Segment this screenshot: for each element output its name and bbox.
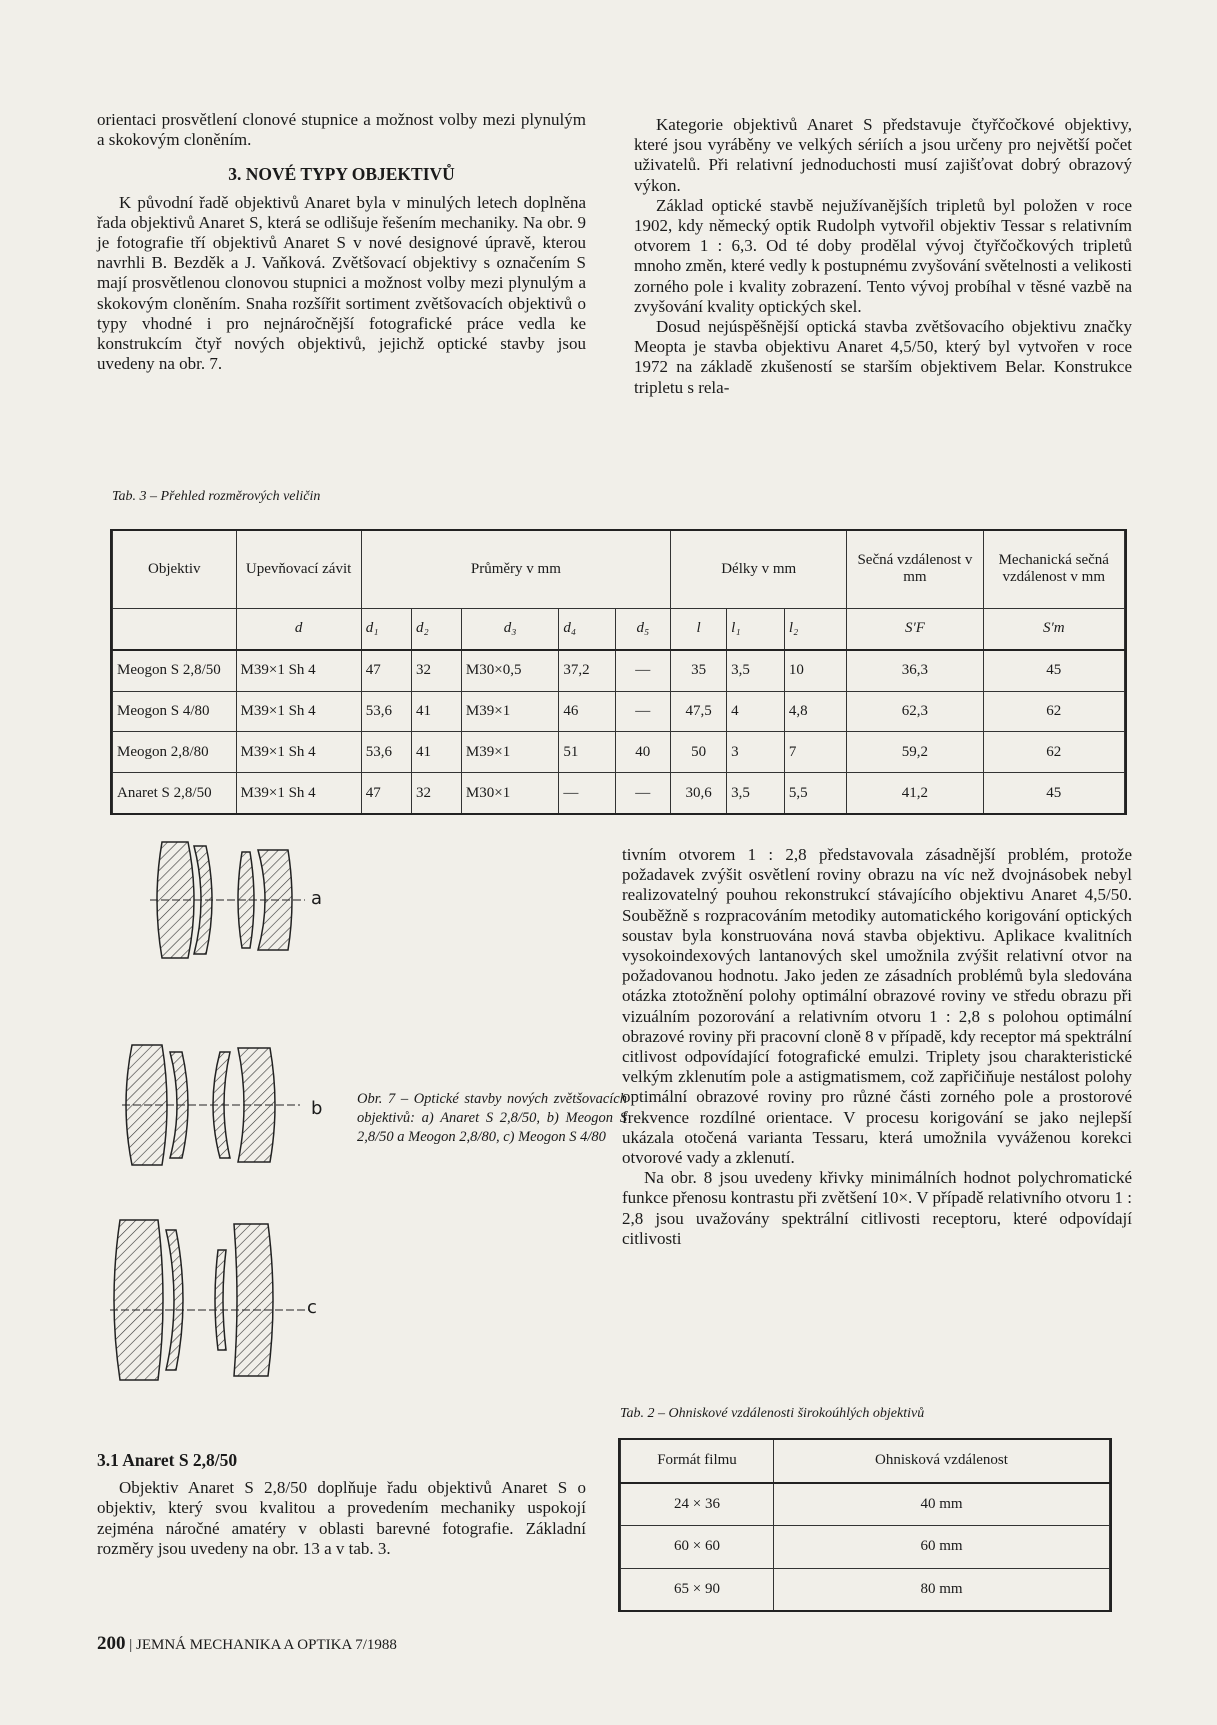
symbol-d4: d₄ bbox=[559, 608, 615, 649]
cell: 30,6 bbox=[671, 773, 727, 813]
header-focal: Ohnisková vzdálenost bbox=[774, 1440, 1110, 1483]
cell: 40 bbox=[615, 732, 671, 773]
cell: 45 bbox=[983, 773, 1124, 813]
symbol-l2: l₂ bbox=[784, 608, 846, 649]
cell: 41 bbox=[412, 691, 462, 732]
symbol-l1: l₁ bbox=[727, 608, 785, 649]
cell: 59,2 bbox=[847, 732, 983, 773]
section-heading: 3. NOVÉ TYPY OBJEKTIVŮ bbox=[228, 164, 455, 185]
cell: M30×0,5 bbox=[461, 650, 559, 691]
cell: 3 bbox=[727, 732, 785, 773]
cell: 40 mm bbox=[774, 1483, 1110, 1526]
paragraph: K původní řadě objektivů Anaret byla v minulých letech doplněna řada objektivů Anaret S, která se odlišuje řešením mechaniky. Na obr. 9 je fotografie tří objektivů Anaret S v nové designové úpravě, kterou navrhli B. Bezděk a J. Vaňková. Zvětšovací objektivy s označením S mají prosvětlenou clonovou stupnici a možnost volby mezi plynulým a skokovým cloněním. Snaha rozšířit sortiment zvětšovacích objektivů o typy vhodné i pro nejnáročnější fotografické práce vedla ke konstrukcím čtyř nových objektivů, jejichž optické stavby jsou uvedeny na obr. 7. bbox=[97, 192, 586, 374]
lens-diagram-a bbox=[150, 842, 305, 958]
cell: 53,6 bbox=[361, 732, 411, 773]
symbol-sm: S′m bbox=[983, 608, 1124, 649]
header-upevnovaci-text: Upevňovací závit bbox=[245, 560, 352, 577]
symbol-empty bbox=[113, 608, 237, 649]
cell: — bbox=[615, 691, 671, 732]
cell: 10 bbox=[784, 650, 846, 691]
figure-label-c: c bbox=[307, 1297, 317, 1318]
cell: — bbox=[615, 773, 671, 813]
cell: 80 mm bbox=[774, 1568, 1110, 1610]
cell: 60 mm bbox=[774, 1526, 1110, 1569]
cell: 45 bbox=[983, 650, 1124, 691]
page-number: 200 bbox=[97, 1633, 126, 1654]
figure-caption: Obr. 7 – Optické stavby nových zvětšovacích objektivů: a) Anaret S 2,8/50, b) Meogon S 2,8/50 a Meogon 2,8/80, c) Meogon S 4/80 bbox=[357, 1091, 627, 1145]
cell: 7 bbox=[784, 732, 846, 773]
left-column-upper bbox=[97, 110, 586, 374]
cell: M30×1 bbox=[461, 773, 559, 813]
symbol-d: d bbox=[236, 608, 361, 649]
paragraph: Na obr. 8 jsou uvedeny křivky minimálních hodnot polychromatické funkce přenosu kontrastu při zvětšení 10×. V případě relativního otvoru 1 : 2,8 jsou uvažovány spektrální citlivosti receptoru, které odpovídají citlivosti bbox=[622, 1168, 1132, 1248]
cell: M39×1 Sh 4 bbox=[236, 732, 361, 773]
lens-diagram-b bbox=[122, 1045, 300, 1165]
table-caption: Tab. 2 – Ohniskové vzdálenosti širokoúhlých objektivů bbox=[620, 1406, 925, 1421]
table-row bbox=[113, 732, 1125, 773]
cell: 47 bbox=[361, 650, 411, 691]
table-header-row bbox=[621, 1440, 1110, 1483]
cell: 32 bbox=[412, 650, 462, 691]
table-dimensions bbox=[110, 529, 1127, 815]
journal-name: JEMNÁ MECHANIKA A OPTIKA 7/1988 bbox=[136, 1637, 397, 1653]
symbol-d3: d₃ bbox=[461, 608, 559, 649]
table-row bbox=[621, 1568, 1110, 1610]
cell: 46 bbox=[559, 691, 615, 732]
figure-label-a: a bbox=[311, 888, 323, 909]
cell: 62,3 bbox=[847, 691, 983, 732]
cell: 35 bbox=[671, 650, 727, 691]
header-prumery: Průměry v mm bbox=[361, 531, 670, 608]
cell: 3,5 bbox=[727, 650, 785, 691]
cell: 65 × 90 bbox=[621, 1568, 774, 1610]
cell: 24 × 36 bbox=[621, 1483, 774, 1526]
cell: 47,5 bbox=[671, 691, 727, 732]
table-symbol-row bbox=[113, 608, 1125, 649]
cell: M39×1 Sh 4 bbox=[236, 650, 361, 691]
cell: Meogon S 2,8/50 bbox=[113, 650, 237, 691]
cell: Meogon S 4/80 bbox=[113, 691, 237, 732]
header-delky: Délky v mm bbox=[671, 531, 847, 608]
cell: 3,5 bbox=[727, 773, 785, 813]
cell: M39×1 Sh 4 bbox=[236, 773, 361, 813]
table-caption: Tab. 3 – Přehled rozměrových veličin bbox=[112, 489, 321, 504]
header-secna-text: Sečná vzdálenost v mm bbox=[857, 552, 973, 586]
paragraph: Kategorie objektivů Anaret S představuje čtyřčočkové objektivy, které jsou vyráběny ve velkých sériích a jsou určeny pro největší počet uživatelů. Při relativní jednoduchosti musí zajišťovat dobrý obrazový výkon. bbox=[634, 115, 1132, 195]
symbol-d5: d₅ bbox=[615, 608, 671, 649]
cell: M39×1 bbox=[461, 732, 559, 773]
header-upevnovaci bbox=[236, 531, 361, 608]
symbol-d1: d₁ bbox=[361, 608, 411, 649]
paragraph: Základ optické stavbě nejužívanějších tripletů byl položen v roce 1902, kdy německý optik Rudolph vytvořil objektiv Tessar s relativním otvorem 1 : 6,3. Od té doby prodělal vývoj čtyřčočkových tripletů mnoho změn, které vedly k postupnému zvyšování světelnosti a velikosti zorného pole i kvality zobrazení. Tento vývoj probíhal v těsné vazbě na zvyšování kvality optických skel. bbox=[634, 195, 1132, 316]
right-column-lower bbox=[622, 845, 1132, 1249]
page-footer bbox=[97, 1633, 397, 1655]
paragraph: Objektiv Anaret S 2,8/50 doplňuje řadu objektivů Anaret S o objektiv, který svou kvalitou a provedením mechaniky uspokojí zejména náročné amatéry v oblasti barevné fotografie. Základní rozměry jsou uvedeny na obr. 13 a v tab. 3. bbox=[97, 1478, 586, 1558]
cell: M39×1 bbox=[461, 691, 559, 732]
cell: 53,6 bbox=[361, 691, 411, 732]
cell: 47 bbox=[361, 773, 411, 813]
header-secna bbox=[847, 531, 983, 608]
cell: 51 bbox=[559, 732, 615, 773]
cell: 32 bbox=[412, 773, 462, 813]
subsection-heading: 3.1 Anaret S 2,8/50 bbox=[97, 1450, 238, 1470]
right-column-upper bbox=[634, 115, 1132, 398]
cell: 41 bbox=[412, 732, 462, 773]
header-mechanicka bbox=[983, 531, 1124, 608]
cell: 4,8 bbox=[784, 691, 846, 732]
cell: M39×1 Sh 4 bbox=[236, 691, 361, 732]
table-row bbox=[113, 691, 1125, 732]
header-objektiv: Objektiv bbox=[113, 531, 237, 608]
cell: 50 bbox=[671, 732, 727, 773]
cell: Anaret S 2,8/50 bbox=[113, 773, 237, 813]
header-mechanicka-text: Mechanická sečná vzdálenost v mm bbox=[998, 552, 1109, 586]
table-row bbox=[113, 650, 1125, 691]
table-focal-lengths bbox=[618, 1438, 1112, 1612]
cell: 5,5 bbox=[784, 773, 846, 813]
footer-divider: | bbox=[129, 1637, 137, 1653]
symbol-d2: d₂ bbox=[412, 608, 462, 649]
cell: 36,3 bbox=[847, 650, 983, 691]
cell: — bbox=[559, 773, 615, 813]
symbol-l: l bbox=[671, 608, 727, 649]
cell: 62 bbox=[983, 691, 1124, 732]
table-header-row bbox=[113, 531, 1125, 608]
cell: 41,2 bbox=[847, 773, 983, 813]
cell: 60 × 60 bbox=[621, 1526, 774, 1569]
section-3-1 bbox=[97, 1450, 586, 1559]
figure-label-b: b bbox=[311, 1098, 323, 1119]
table-row bbox=[621, 1526, 1110, 1569]
cell: 4 bbox=[727, 691, 785, 732]
paragraph: orientaci prosvětlení clonové stupnice a možnost volby mezi plynulým a skokovým cloněním. bbox=[97, 110, 586, 150]
cell: Meogon 2,8/80 bbox=[113, 732, 237, 773]
cell: — bbox=[615, 650, 671, 691]
paragraph: Dosud nejúspěšnější optická stavba zvětšovacího objektivu značky Meopta je stavba objektivu Anaret 4,5/50, který byl vytvořen v roce 1972 na základě zkušeností se starším objektivem Belar. Konstrukce tripletu s rela- bbox=[634, 317, 1132, 397]
lens-diagram-c bbox=[110, 1220, 310, 1380]
cell: 62 bbox=[983, 732, 1124, 773]
paragraph: tivním otvorem 1 : 2,8 představovala zásadnější problém, protože požadavek zvýšit osvětlení roviny obrazu na víc než dvojnásobek nebyl realizovatelný pouhou rekonstrukcí stávajícího objektivu Anaret 4,5/50. Souběžně s rozpracováním metodiky automatického korigování optických soustav byla konstruována nová stavba objektivu. Aplikace kvalitních vysokoindexových lantanových skel umožnila zvýšit relativní otvor na požadovanou hodnotu. Jako jeden ze zásadních problémů byla sledována otázka ztotožnění polohy optimální obrazové roviny ve středu obrazu při vizuálním pozorování a relativním otvoru 1 : 2,8 s polohou optimální obrazové roviny při pracovní cloně 8 v případě, kdy receptor má spektrální citlivost odpovídající fotografické emulzi. Triplety jsou charakteristické velkým zklenutím pole a astigmatismem, což zapřičiňuje nestálost polohy optimální obrazové roviny pro různé části zorného pole a prostorové frekvence rozdílné orientace. V procesu korigování se jako nejlepší ukázala otočená varianta Tessaru, která umožnila vyváženou korekci otvorové vady a zklenutí. bbox=[622, 845, 1132, 1168]
header-format: Formát filmu bbox=[621, 1440, 774, 1483]
table-row bbox=[621, 1483, 1110, 1526]
symbol-sf: S′F bbox=[847, 608, 983, 649]
table-row bbox=[113, 773, 1125, 813]
cell: 37,2 bbox=[559, 650, 615, 691]
